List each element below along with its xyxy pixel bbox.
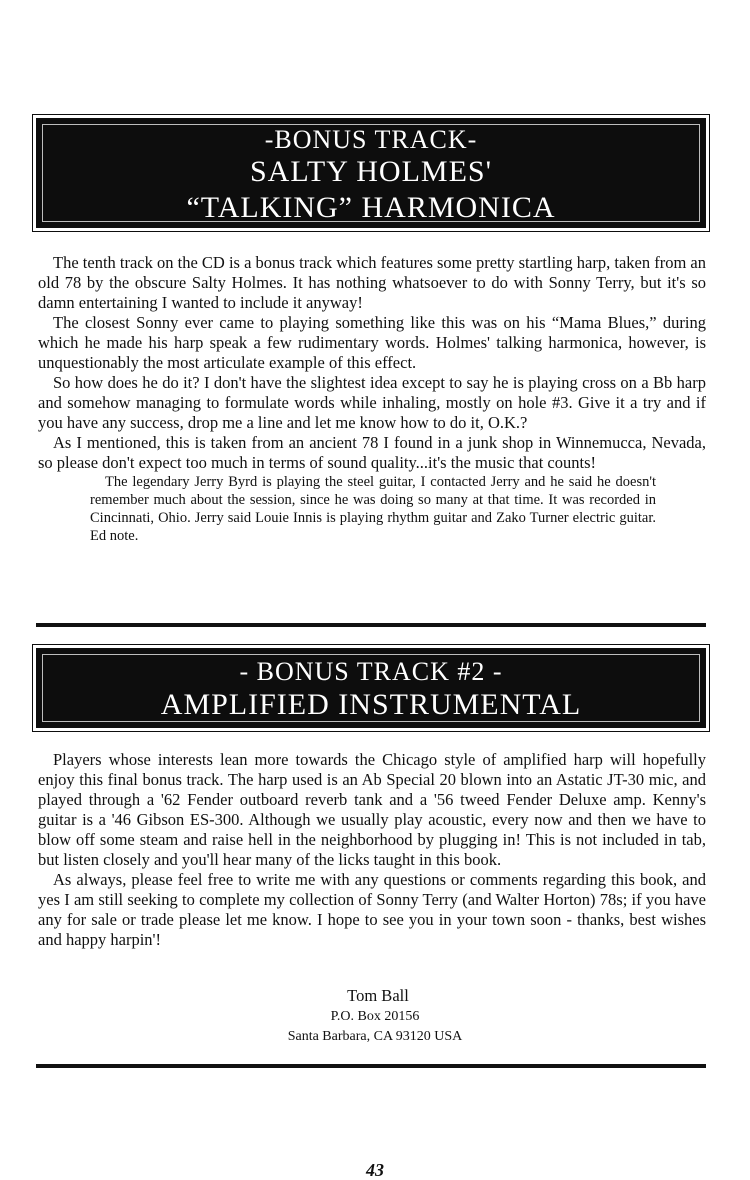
po-box: P.O. Box 20156 — [330, 1009, 420, 1024]
body-paragraph: As always, please feel free to write me with any questions or comments regarding this book, and yes I am still seeking to complete my collection of Sonny Terry (and Walter Horton) 78s; if you have any for sale or trade please let me know. I hope to see you in your town soon - thanks, best wishes and happy harpin'! — [38, 870, 706, 949]
bonus-track-1-kicker: -BONUS TRACK- — [264, 125, 478, 154]
body-paragraph: The tenth track on the CD is a bonus track which features some pretty startling harp, taken from an old 78 by the obscure Salty Holmes. It has nothing whatsoever to do with Sonny Terry, but it's so damn entertaining I wanted to include it anyway! — [38, 253, 706, 312]
body-paragraph: Players whose interests lean more towards the Chicago style of amplified harp will hopefully enjoy this final bonus track. The harp used is an Ab Special 20 blown into an Astatic JT-30 mic, and played through a '62 Fender outboard reverb tank and a '56 tweed Fender Deluxe amp. Kenny's guitar is a '46 Gibson ES-300. Although we usually play acoustic, every now and then we have to blow off some steam and raise hell in the neighborhood by plugging in! This is not included in tab, but listen closely and you'll hear many of the licks taught in this book. — [38, 750, 706, 869]
section-divider — [36, 623, 706, 627]
author-name: Tom Ball — [347, 986, 409, 1005]
bonus-track-2-title: AMPLIFIED INSTRUMENTAL — [160, 688, 582, 721]
body-paragraph: The closest Sonny ever came to playing something like this was on his “Mama Blues,” during which he made his harp speak a few rudimentary words. Holmes' talking harmonica, however, is unquestionably the most articulate example of this effect. — [38, 313, 706, 372]
bonus-track-1-heading-box — [36, 118, 706, 228]
bonus-track-1-body — [38, 253, 706, 545]
bonus-track-2-kicker: - BONUS TRACK #2 - — [239, 657, 503, 686]
editor-note: The legendary Jerry Byrd is playing the steel guitar, I contacted Jerry and he said he doesn't remember much about the session, since he was doing so many at that time. It was recorded in Cincinnati, Ohio. Jerry said Louie Innis is playing rhythm guitar and Zako Turner electric guitar. Ed note. — [90, 474, 656, 544]
section-divider — [36, 1064, 706, 1068]
bonus-track-1-title-line1: SALTY HOLMES' — [249, 155, 493, 188]
page-number: 43 — [366, 1160, 384, 1180]
body-paragraph: So how does he do it? I don't have the slightest idea except to say he is playing cross on a Bb harp and somehow managing to formulate words while inhaling, mostly on hole #3. Give it a try and if you have any success, drop me a line and let me know how to do it, O.K.? — [38, 373, 706, 432]
bonus-track-2-heading-box — [36, 648, 706, 728]
city-line: Santa Barbara, CA 93120 USA — [287, 1029, 463, 1044]
bonus-track-2-body — [38, 750, 706, 950]
body-paragraph: As I mentioned, this is taken from an ancient 78 I found in a junk shop in Winnemucca, Nevada, so please don't expect too much in terms of sound quality...it's the music that counts! — [38, 433, 706, 472]
author-signature-block — [0, 985, 750, 1047]
bonus-track-1-title-line2: “TALKING” HARMONICA — [186, 191, 556, 224]
